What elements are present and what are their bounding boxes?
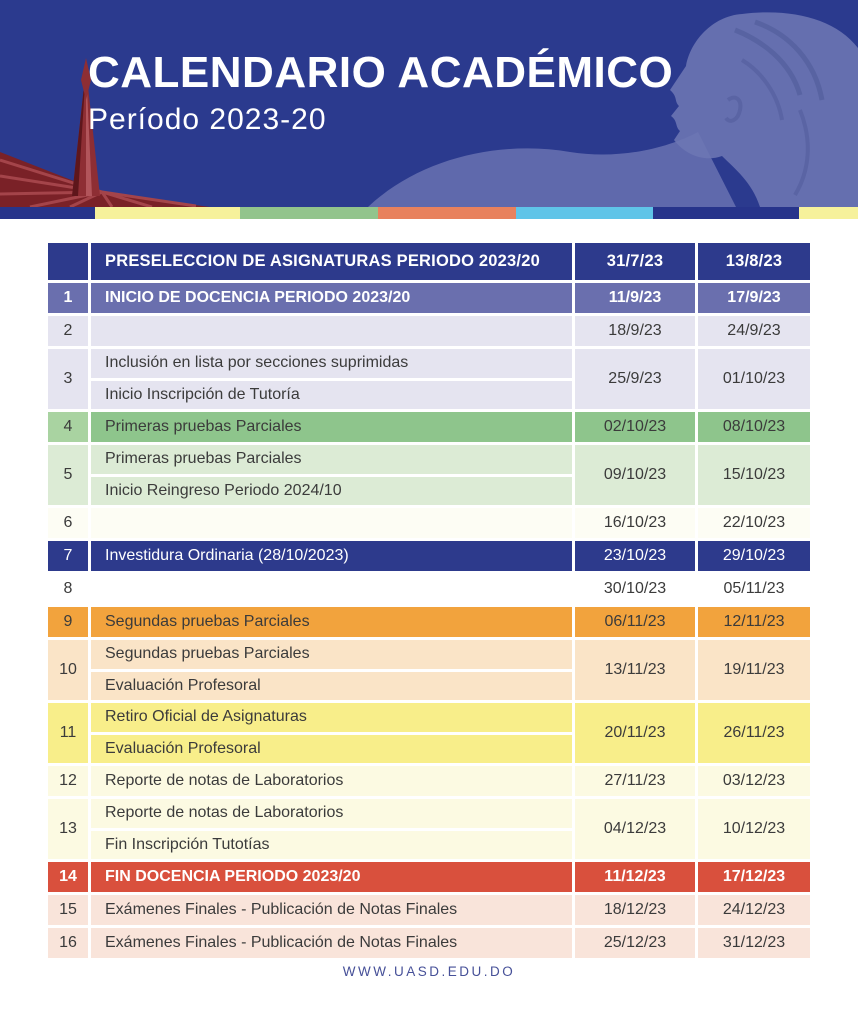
table-row	[48, 640, 810, 700]
date-start-cell: 30/10/23	[575, 574, 695, 604]
date-start-cell: 04/12/23	[575, 799, 695, 859]
table-row	[48, 799, 810, 859]
date-end-cell: 31/12/23	[698, 928, 810, 958]
date-start-cell: 02/10/23	[575, 412, 695, 442]
row-number: 1	[48, 283, 88, 313]
row-number: 11	[48, 703, 88, 763]
date-start-cell: 11/9/23	[575, 283, 695, 313]
table-row	[48, 862, 810, 892]
date-start-cell: 13/11/23	[575, 640, 695, 700]
event-label: Inicio Reingreso Periodo 2024/10	[105, 481, 342, 499]
row-number: 10	[48, 640, 88, 700]
row-number: 12	[48, 766, 88, 796]
date-start-cell: 25/9/23	[575, 349, 695, 409]
date-end-cell: 26/11/23	[698, 703, 810, 763]
table-row	[48, 508, 810, 538]
date-end-cell: 22/10/23	[698, 508, 810, 538]
row-number: 4	[48, 412, 88, 442]
event-label: Inclusión en lista por secciones suprimidas	[91, 349, 572, 381]
hero-header	[0, 0, 858, 207]
table-row	[48, 541, 810, 571]
page-title: CALENDARIO ACADÉMICO	[88, 48, 674, 97]
event-label: Reporte de notas de Laboratorios	[91, 766, 572, 796]
event-label	[91, 316, 572, 346]
row-number: 13	[48, 799, 88, 859]
table-row	[48, 445, 810, 505]
row-number: 14	[48, 862, 88, 892]
date-end-cell: 15/10/23	[698, 445, 810, 505]
table-row	[48, 928, 810, 958]
table-row	[48, 703, 810, 763]
table-row	[48, 412, 810, 442]
table-row	[48, 349, 810, 409]
date-start-cell: 20/11/23	[575, 703, 695, 763]
event-cell	[91, 703, 572, 763]
event-cell	[91, 640, 572, 700]
event-label: Primeras pruebas Parciales	[91, 445, 572, 477]
event-label: Segundas pruebas Parciales	[91, 640, 572, 672]
row-number: 7	[48, 541, 88, 571]
event-cell	[91, 349, 572, 409]
event-label: Segundas pruebas Parciales	[91, 607, 572, 637]
date-end-cell: 29/10/23	[698, 541, 810, 571]
date-end-cell: 17/12/23	[698, 862, 810, 892]
event-cell	[91, 799, 572, 859]
row-number: 3	[48, 349, 88, 409]
stripe-segment-6	[653, 207, 799, 219]
event-label: Fin Inscripción Tutotías	[105, 835, 270, 853]
event-label: Evaluación Profesoral	[105, 739, 261, 757]
date-end-cell: 05/11/23	[698, 574, 810, 604]
table-row	[48, 895, 810, 925]
table-row	[48, 283, 810, 313]
date-start-cell: 27/11/23	[575, 766, 695, 796]
date-end-cell: 24/12/23	[698, 895, 810, 925]
date-start-cell: 09/10/23	[575, 445, 695, 505]
date-start-cell: 31/7/23	[575, 243, 695, 280]
date-end-cell: 17/9/23	[698, 283, 810, 313]
table-row	[48, 766, 810, 796]
event-label: Exámenes Finales - Publicación de Notas Finales	[91, 928, 572, 958]
table-row	[48, 316, 810, 346]
stripe-segment-1	[0, 207, 95, 219]
table-row	[48, 574, 810, 604]
date-start-cell: 11/12/23	[575, 862, 695, 892]
table-row	[48, 607, 810, 637]
date-end-cell: 13/8/23	[698, 243, 810, 280]
event-label: Investidura Ordinaria (28/10/2023)	[91, 541, 572, 571]
table-header-row	[48, 243, 810, 280]
date-end-cell: 24/9/23	[698, 316, 810, 346]
event-label	[91, 574, 572, 604]
event-label: Retiro Oficial de Asignaturas	[91, 703, 572, 735]
color-stripe	[0, 207, 858, 219]
row-number: 16	[48, 928, 88, 958]
event-label: Inicio Inscripción de Tutoría	[105, 385, 300, 403]
date-end-cell: 12/11/23	[698, 607, 810, 637]
row-number	[48, 243, 88, 280]
date-start-cell: 18/9/23	[575, 316, 695, 346]
event-label: Primeras pruebas Parciales	[91, 412, 572, 442]
row-number: 8	[48, 574, 88, 604]
stripe-segment-5	[516, 207, 653, 219]
row-number: 6	[48, 508, 88, 538]
row-number: 9	[48, 607, 88, 637]
event-label: Evaluación Profesoral	[105, 676, 261, 694]
date-end-cell: 08/10/23	[698, 412, 810, 442]
date-start-cell: 06/11/23	[575, 607, 695, 637]
date-end-cell: 10/12/23	[698, 799, 810, 859]
date-start-cell: 16/10/23	[575, 508, 695, 538]
stripe-segment-4	[378, 207, 515, 219]
event-label: Reporte de notas de Laboratorios	[91, 799, 572, 831]
page-subtitle: Período 2023-20	[88, 103, 327, 137]
stripe-segment-7	[799, 207, 858, 219]
event-label: INICIO DE DOCENCIA PERIODO 2023/20	[91, 283, 572, 313]
date-end-cell: 03/12/23	[698, 766, 810, 796]
date-start-cell: 23/10/23	[575, 541, 695, 571]
website-url: WWW.UASD.EDU.DO	[342, 964, 516, 979]
date-end-cell: 19/11/23	[698, 640, 810, 700]
event-cell	[91, 445, 572, 505]
event-label: PRESELECCION DE ASIGNATURAS PERIODO 2023/20	[91, 243, 572, 280]
date-start-cell: 18/12/23	[575, 895, 695, 925]
event-label: Exámenes Finales - Publicación de Notas Finales	[91, 895, 572, 925]
calendar-table	[48, 243, 810, 958]
date-start-cell: 25/12/23	[575, 928, 695, 958]
row-number: 15	[48, 895, 88, 925]
event-label: FIN DOCENCIA PERIODO 2023/20	[91, 862, 572, 892]
stripe-segment-2	[95, 207, 240, 219]
row-number: 2	[48, 316, 88, 346]
date-end-cell: 01/10/23	[698, 349, 810, 409]
stripe-segment-3	[240, 207, 378, 219]
event-label	[91, 508, 572, 538]
row-number: 5	[48, 445, 88, 505]
